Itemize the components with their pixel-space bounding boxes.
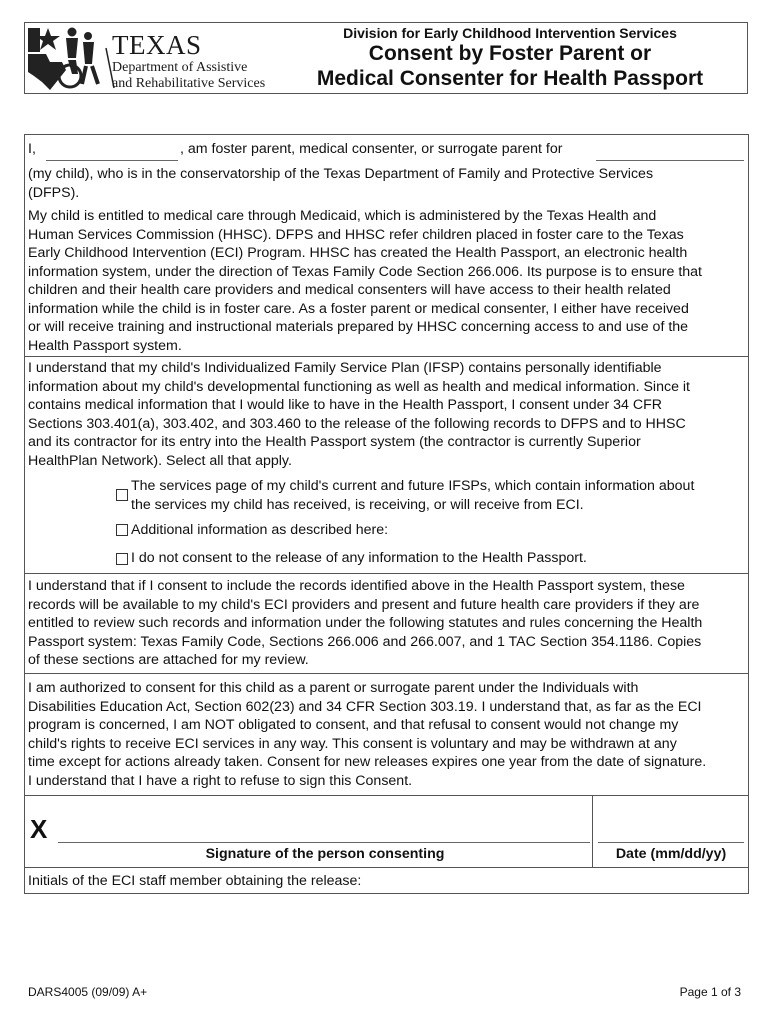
form-title-line2: Medical Consenter for Health Passport — [316, 67, 704, 90]
option-additional-info-label: Additional information as described here: — [131, 522, 389, 538]
paragraph-line: I understand that my child's Individualized Family Service Plan (IFSP) contains personally identifiable — [28, 360, 662, 376]
paragraph-line: children and their health care providers and medical consenters will have access to their health related — [28, 282, 671, 298]
logo-department-line1: Department of Assistive — [112, 60, 248, 75]
paragraph-line: or will receive training and instructional materials prepared by HHSC concerning access to and use of the — [28, 319, 689, 335]
option-services-page-checkbox[interactable] — [116, 489, 128, 501]
paragraph-line: I am authorized to consent for this child as a parent or surrogate parent under the Individuals with — [28, 680, 639, 696]
page-number: Page 1 of 3 — [679, 985, 741, 999]
paragraph-line: Disabilities Education Act, Section 602(23) and 34 CFR Section 303.19. I understand that, as far as the ECI — [28, 698, 702, 715]
paragraph-line: Health Passport system. — [28, 337, 182, 354]
paragraph-line: My child is entitled to medical care through Medicaid, which is administered by the Texas Health and — [28, 208, 657, 224]
signature-date-divider — [592, 795, 593, 867]
date-label: Date (mm/dd/yy) — [615, 846, 727, 862]
logo-emblem-icon — [28, 24, 118, 92]
intro-consent-text: , am foster parent, medical consenter, or surrogate parent for — [180, 141, 563, 157]
paragraph-line: contains medical information that I would like to have in the Health Passport, I consent under 34 CFR — [28, 397, 663, 413]
section-divider — [24, 867, 749, 868]
section-divider — [24, 673, 749, 674]
option-additional-info-checkbox[interactable] — [116, 524, 128, 536]
paragraph-line: entitled to review such records and information under the following statutes and rules concerning the Health — [28, 615, 703, 631]
paragraph-line: child's rights to receive ECI services in any way. This consent is voluntary and may be withdrawn at any — [28, 735, 677, 752]
intro-line2: (my child), who is in the conservatorship of the Texas Department of Family and Protective Services — [28, 166, 654, 182]
paragraph-line: I understand that if I consent to include the records identified above in the Health Passport system, these — [28, 578, 685, 594]
form-title-line1: Consent by Foster Parent or — [368, 42, 652, 65]
paragraph-line: time except for actions already taken. Consent for new releases expires one year from the date of signature. — [28, 754, 707, 770]
paragraph-line: Early Childhood Intervention (ECI) Program. HHSC has created the Health Passport, an electronic health — [28, 245, 688, 261]
option-no-consent-label: I do not consent to the release of any information to the Health Passport. — [131, 550, 587, 566]
child-name-field[interactable] — [596, 160, 744, 161]
paragraph-line: HealthPlan Network). Select all that apply. — [28, 452, 292, 469]
paragraph-line: information while the child is in foster care. As a foster parent or medical consenter, I either have received — [28, 300, 689, 317]
paragraph-line: and its contractor for its entry into the Health Passport system (the contractor is currently Superior — [28, 434, 641, 450]
signature-label: Signature of the person consenting — [205, 846, 445, 862]
option-services-page-label-line2: the services my child has received, is receiving, or will receive from ECI. — [131, 496, 584, 513]
paragraph-line: program is concerned, I am NOT obligated to consent, and that refusal to consent would not change my — [28, 717, 679, 733]
paragraph-line: Human Services Commission (HHSC). DFPS and HHSC refer children placed in foster care to the Texas — [28, 226, 684, 243]
section-divider — [24, 573, 749, 574]
paragraph-line: I understand that I have a right to refuse to sign this Consent. — [28, 772, 413, 789]
section-divider — [24, 795, 749, 796]
form-id: DARS4005 (09/09) A+ — [28, 985, 148, 999]
signature-field[interactable] — [58, 842, 590, 843]
paragraph-line: of these sections are attached for my review. — [28, 652, 309, 668]
date-field[interactable] — [598, 842, 744, 843]
division-name: Division for Early Childhood Intervention Services — [343, 25, 677, 41]
paragraph-line: information about my child's developmental functioning as well as health and medical information. Since it — [28, 378, 690, 395]
initials-label: Initials of the ECI staff member obtaining the release: — [28, 873, 362, 889]
paragraph-line: Sections 303.401(a), 303.402, and 303.460 to the release of the following records to DFPS and to HHSC — [28, 415, 686, 432]
paragraph-line: Passport system: Texas Family Code, Sections 266.006 and 266.007, and 1 TAC Section 354.1186. Copies — [28, 633, 702, 650]
logo-brand-text: TEXAS — [112, 30, 202, 60]
name-field[interactable] — [46, 160, 178, 161]
logo-department-line2: and Rehabilitative Services — [112, 76, 266, 91]
signature-x-mark: X — [30, 814, 48, 844]
section-divider — [24, 356, 749, 357]
paragraph-line: information system, under the direction of Texas Family Code Section 266.006. Its purpose is to ensure that — [28, 263, 703, 280]
paragraph-line: records will be available to my child's ECI providers and present and future health care providers if they are — [28, 596, 700, 613]
option-no-consent-checkbox[interactable] — [116, 553, 128, 565]
intro-line3: (DFPS). — [28, 185, 80, 201]
option-services-page-label: The services page of my child's current and future IFSPs, which contain information about — [131, 478, 695, 494]
intro-i-label: I, — [28, 141, 36, 157]
